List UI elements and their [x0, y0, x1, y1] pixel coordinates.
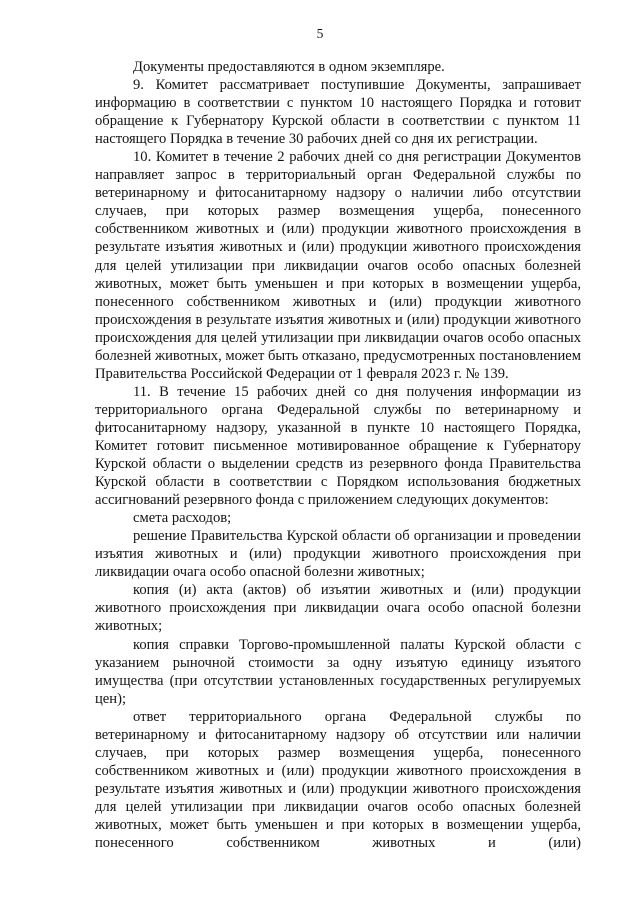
paragraph-item-10: 10. Комитет в течение 2 рабочих дней со дня регистрации Документов направляет запрос в территориальный орган Федеральной службы по ветеринарному и фитосанитарному надзору о наличии либо отсутствии случаев, при которых размер возмещения ущерба, понесенного собственником животных и (или) продукции животного происхождения в результате изъятия животных и (или) продукции животного происхождения для целей утилизации при ликвидации очагов особо опасных болезней животных, может быть уменьшен и при которых в возмещении ущерба, понесенного собственником животных и (или) продукции животного происхождения в результате изъятия животных и (или) продукции животного происхождения для целей утилизации при ликвидации очагов особо опасных болезней животных, может быть отказано, предусмотренных постановлением Правительства Российской Федерации от 1 февраля 2023 г. № 139.: [95, 149, 581, 382]
list-item-seizure-act-copy: копия (и) акта (актов) об изъятии животных и (или) продукции животного происхождения при ликвидации очага особо опасной болезни животных;: [95, 582, 581, 635]
page-number: 5: [316, 26, 324, 41]
list-item-government-decision: решение Правительства Курской области об организации и проведении изъятия животных и (или) продукции животного происхождения при ликвидации очага особо опасной болезни животных;: [95, 528, 581, 581]
document-body: [95, 58, 581, 852]
list-item-cost-estimate: смета расходов;: [133, 510, 232, 527]
paragraph-item-9: 9. Комитет рассматривает поступившие Документы, запрашивает информацию в соответствии с пунктом 10 настоящего Порядка и готовит обращение к Губернатору Курской области в соответствии с пунктом 11 настоящего Порядка в течение 30 рабочих дней со дня их регистрации.: [95, 77, 581, 148]
list-item-chamber-certificate-copy: копия справки Торгово-промышленной палаты Курской области с указанием рыночной стоимости за одну изъятую единицу изъятого имущества (при отсутствии установленных государственных регулируемых цен);: [95, 636, 581, 707]
paragraph-item-11: 11. В течение 15 рабочих дней со дня получения информации из территориального органа Федеральной службы по ветеринарному и фитосанитарному надзору, указанной в пункте 10 настоящего Порядка, Комитет готовит письменное мотивированное обращение к Губернатору Курской области о выделении средств из резервного фонда Правительства Курской области в соответствии с Порядком использования бюджетных ассигнований резервного фонда с приложением следующих документов:: [95, 383, 581, 509]
paragraph-documents-single-copy: Документы предоставляются в одном экземпляре.: [133, 59, 445, 75]
list-item-federal-service-response: ответ территориального органа Федеральной службы по ветеринарному и фитосанитарному надзору об отсутствии или наличии случаев, при которых размер возмещения ущерба, понесенного собственником животных и (или) продукции животного происхождения в результате изъятия животных и (или) продукции животного происхождения для целей утилизации при ликвидации очагов особо опасных болезней животных, может быть уменьшен и при которых в возмещении ущерба, понесенного собственником животных и (или): [95, 708, 581, 852]
